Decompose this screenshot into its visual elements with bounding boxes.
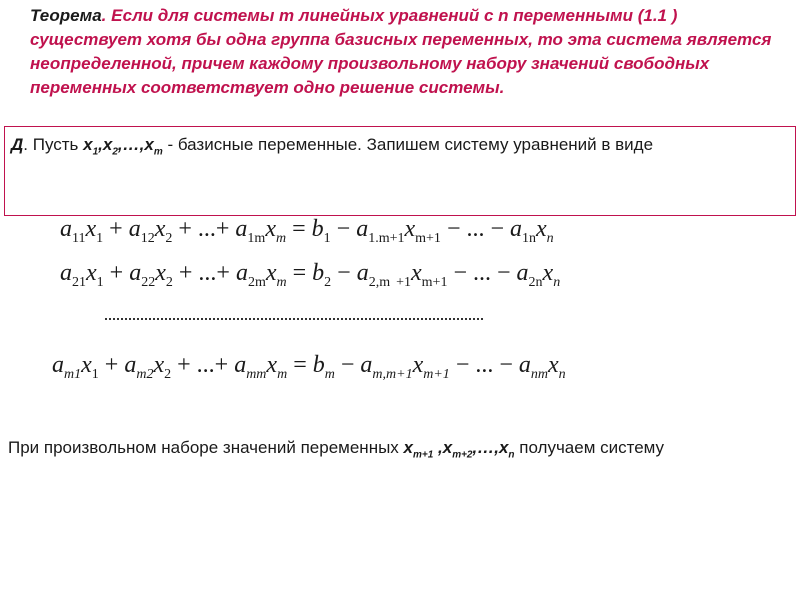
equation-2: $a_{21}x_1 + a_{22}x_2$ + ...+ $a_{2m}x_m = b_2 - a_{2,m}$ $_{+1}x_{m+1}$ − ... − $a_{2n}x_n$ bbox=[60, 260, 561, 290]
free-variables: $x_{m+1}$ $,x_{m+2},\dots,x_n$ bbox=[403, 438, 515, 461]
proof-rest: - базисные переменные. Запишем систему уравнений в виде bbox=[162, 135, 654, 154]
proof-intro: . Пусть bbox=[23, 135, 84, 154]
ellipsis-line bbox=[105, 312, 483, 320]
equation-m: $a_{m1}x_1 + a_{m2}x_2$ + ...+ $a_{mm}x_m = b_m - a_{m,m+1}x_{m+1}$ − ... − $a_{nm}x_n$ bbox=[52, 352, 566, 382]
bottom-post: получаем систему bbox=[514, 438, 665, 457]
theorem-text: . Если для системы m линейных уравнений с n переменными (1.1 ) существует хотя бы одна группа базисных переменных, то эта система является неопределенной, причем каждому произвольному набору значений свободных переменных соответствует одно решение системы. bbox=[30, 6, 772, 97]
bottom-text bbox=[8, 436, 768, 467]
equation-1: $a_{11}x_1 + a_{12}x_2$ + ...+ $a_{1m}x_m = b_1 - a_{1.m+1}x_{m+1}$ − ... − $a_{1n}x_n$ bbox=[60, 216, 554, 246]
proof-label: Д bbox=[11, 135, 24, 154]
theorem-label: Теорема bbox=[30, 6, 102, 25]
bottom-pre: При произвольном наборе значений переменных bbox=[8, 438, 404, 457]
basis-variables: $x_1,x_2,\dots,x_m$ bbox=[83, 135, 163, 158]
